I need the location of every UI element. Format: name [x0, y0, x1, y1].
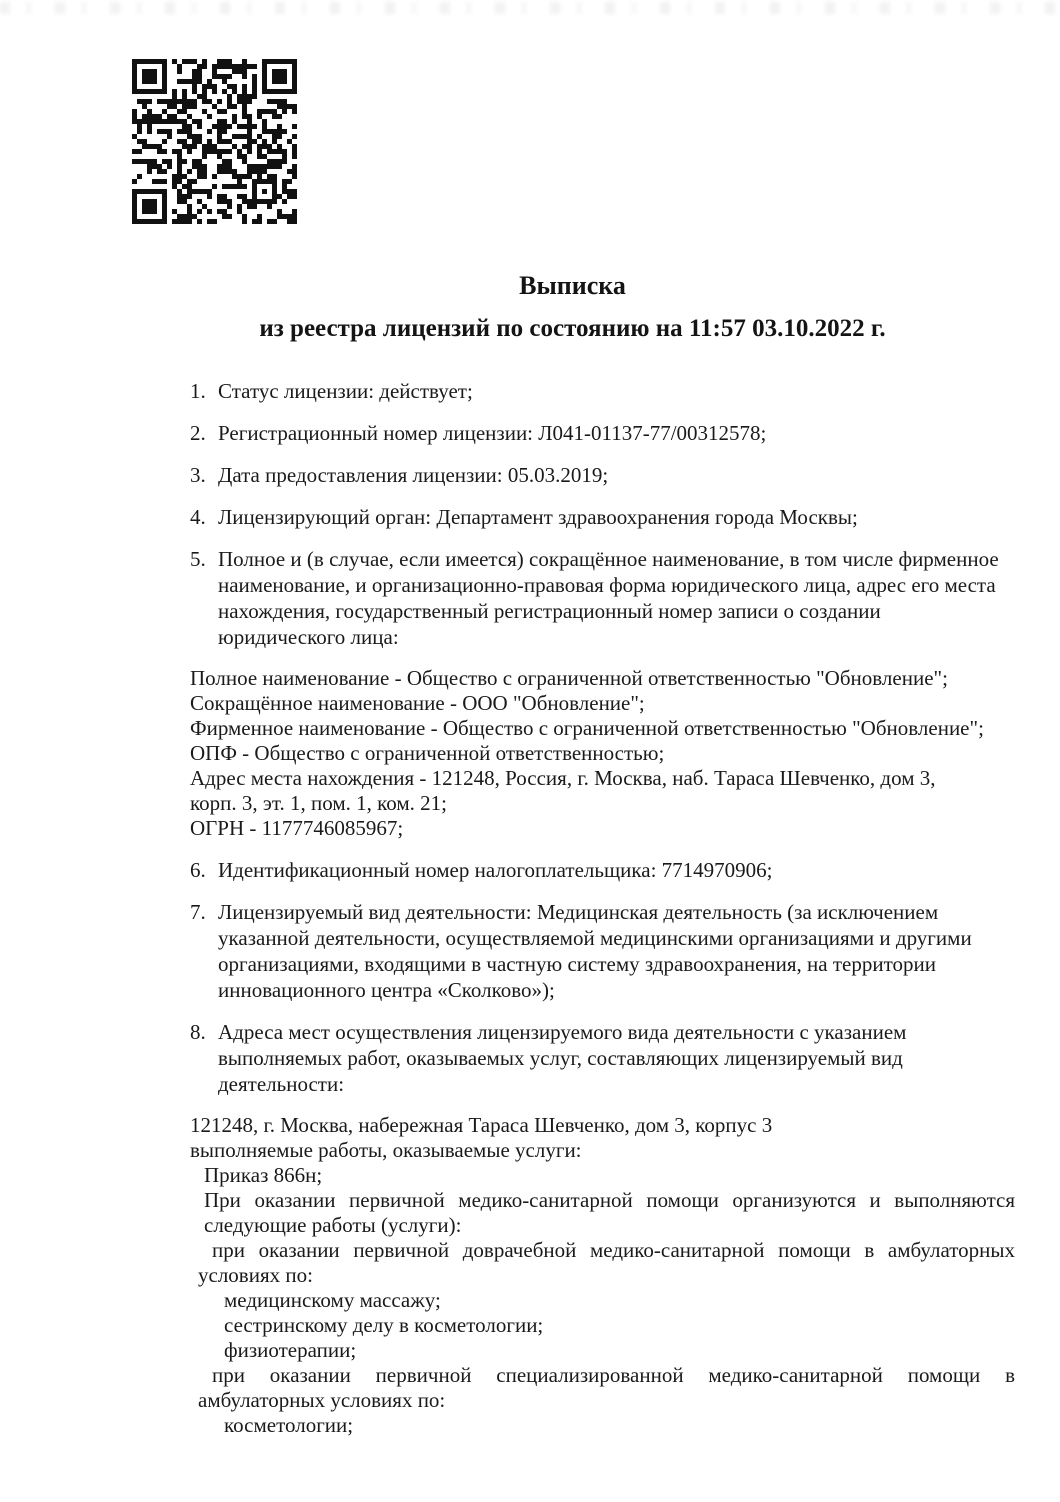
- list-item-5: [190, 546, 1015, 650]
- works-text-line: при оказании первичной доврачебной медико-санитарной помощи в амбулаторных: [212, 1238, 1015, 1262]
- item-number: 3.: [190, 463, 206, 487]
- text-line: [190, 857, 1015, 883]
- list-item-1: [190, 378, 1015, 404]
- text-line: [190, 462, 1015, 488]
- legal-form-line: ОПФ - Общество с ограниченной ответственностью;: [190, 741, 665, 765]
- document-page: [0, 2, 1060, 1502]
- text-line: деятельности:: [218, 1072, 345, 1096]
- works-and-services: [190, 1113, 1015, 1438]
- list-item-7: [190, 899, 1015, 1003]
- text-line: нахождения, государственный регистрационный номер записи о создании: [218, 599, 881, 623]
- text-line: [190, 546, 1015, 572]
- text-line: инновационного центра «Сколково»);: [218, 978, 555, 1002]
- item-number: 2.: [190, 421, 206, 445]
- service-line: физиотерапии;: [224, 1338, 357, 1362]
- list-item-8: [190, 1019, 1015, 1097]
- item-text: Статус лицензии: действует;: [218, 379, 473, 403]
- text-line: [190, 378, 1015, 404]
- brand-name-line: Фирменное наименование - Общество с ограниченной ответственностью "Обновление";: [190, 716, 984, 740]
- list-item-3: [190, 462, 1015, 488]
- list-item-2: [190, 420, 1015, 446]
- list-item-4: [190, 504, 1015, 530]
- service-line: медицинскому массажу;: [224, 1288, 441, 1312]
- service-line: косметологии;: [224, 1413, 354, 1437]
- item-text: Дата предоставления лицензии: 05.03.2019;: [218, 463, 609, 487]
- address-line: Адрес места нахождения - 121248, Россия, г. Москва, наб. Тараса Шевченко, дом 3,: [190, 766, 936, 790]
- works-text-line: условиях по:: [198, 1263, 313, 1287]
- text-line: [190, 1019, 1015, 1045]
- page-title: Выписка: [519, 271, 626, 300]
- order-line: Приказ 866н;: [204, 1163, 323, 1187]
- full-name-line: Полное наименование - Общество с ограниченной ответственностью "Обновление";: [190, 666, 948, 690]
- text-line: выполняемых работ, оказываемых услуг, составляющих лицензируемый вид: [218, 1046, 903, 1070]
- ogrn-line: ОГРН - 1177746085967;: [190, 816, 404, 840]
- qr-code-image: [132, 59, 297, 224]
- text-line: [190, 420, 1015, 446]
- works-text-line: при оказании первичной специализированной медико-санитарной помощи в: [212, 1363, 1015, 1387]
- text-line: [190, 899, 1015, 925]
- activity-address-line: 121248, г. Москва, набережная Тараса Шевченко, дом 3, корпус 3: [190, 1113, 773, 1137]
- item-text: Регистрационный номер лицензии: Л041-01137-77/00312578;: [218, 421, 767, 445]
- text-line: указанной деятельности, осуществляемой медицинскими организациями и другими: [218, 926, 972, 950]
- item-text: Полное и (в случае, если имеется) сокращённое наименование, в том числе фирменное: [218, 547, 999, 571]
- item-number: 7.: [190, 900, 206, 924]
- text-line: организациями, входящими в частную систему здравоохранения, на территории: [218, 952, 936, 976]
- list-item-6: [190, 857, 1015, 883]
- item-text: Адреса мест осуществления лицензируемого вида деятельности с указанием: [218, 1020, 907, 1044]
- document-body: [190, 378, 1015, 1438]
- document-header: [130, 270, 1015, 345]
- works-text-line: амбулаторных условиях по:: [198, 1388, 446, 1412]
- service-line: сестринскому делу в косметологии;: [224, 1313, 544, 1337]
- item-number: 1.: [190, 379, 206, 403]
- item-text: Лицензирующий орган: Департамент здравоохранения города Москвы;: [218, 505, 858, 529]
- item-text: Лицензируемый вид деятельности: Медицинская деятельность (за исключением: [218, 900, 939, 924]
- item-number: 6.: [190, 858, 206, 882]
- item-number: 5.: [190, 547, 206, 571]
- item-number: 4.: [190, 505, 206, 529]
- qr-code-icon: [132, 59, 297, 224]
- address-line: корп. 3, эт. 1, пом. 1, ком. 21;: [190, 791, 447, 815]
- text-line: [190, 504, 1015, 530]
- page-subtitle: из реестра лицензий по состоянию на 11:57 03.10.2022 г.: [259, 315, 886, 342]
- text-line: юридического лица:: [218, 625, 399, 649]
- item-number: 8.: [190, 1020, 206, 1044]
- works-text-line: При оказании первичной медико-санитарной помощи организуются и выполняются: [204, 1188, 1015, 1212]
- organization-details: [190, 666, 1015, 841]
- works-header-line: выполняемые работы, оказываемые услуги:: [190, 1138, 582, 1162]
- scan-artifact-top: [0, 2, 1060, 14]
- text-line: наименование, и организационно-правовая форма юридического лица, адрес его места: [218, 573, 996, 597]
- item-text: Идентификационный номер налогоплательщика: 7714970906;: [218, 858, 773, 882]
- works-text-line: следующие работы (услуги):: [204, 1213, 462, 1237]
- short-name-line: Сокращённое наименование - ООО "Обновление";: [190, 691, 645, 715]
